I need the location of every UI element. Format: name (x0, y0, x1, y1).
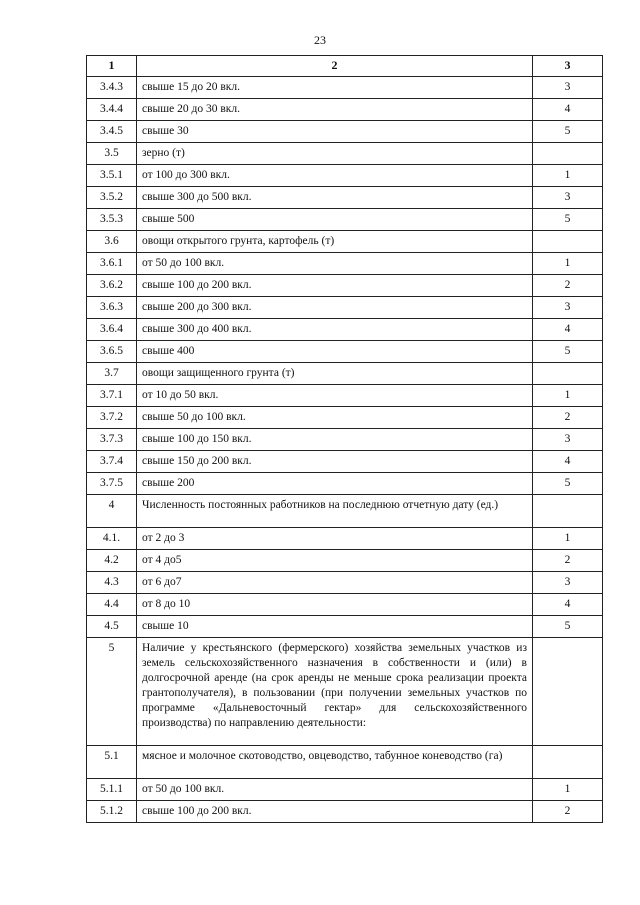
table-row (87, 297, 603, 319)
row-number-cell: 4 (87, 495, 137, 528)
row-description-cell: свыше 200 до 300 вкл. (137, 297, 533, 319)
row-number-cell: 4.1. (87, 528, 137, 550)
row-number-cell: 3.6.2 (87, 275, 137, 297)
table-header-row (87, 56, 603, 77)
row-score-cell: 5 (533, 473, 603, 495)
row-description-cell: свыше 300 до 500 вкл. (137, 187, 533, 209)
row-number-cell: 3.6.3 (87, 297, 137, 319)
row-description-cell: зерно (т) (137, 143, 533, 165)
row-number-cell: 4.3 (87, 572, 137, 594)
row-score-cell: 3 (533, 77, 603, 99)
row-score-cell: 1 (533, 528, 603, 550)
table-row (87, 572, 603, 594)
row-description-cell: свыше 200 (137, 473, 533, 495)
row-score-cell (533, 638, 603, 746)
row-number-cell: 3.4.5 (87, 121, 137, 143)
table-row (87, 746, 603, 779)
table-row (87, 473, 603, 495)
table-row (87, 779, 603, 801)
row-number-cell: 3.5.1 (87, 165, 137, 187)
row-score-cell: 2 (533, 801, 603, 823)
table-row (87, 495, 603, 528)
row-number-cell: 3.6 (87, 231, 137, 253)
table-row (87, 165, 603, 187)
row-score-cell: 2 (533, 407, 603, 429)
row-description-cell: свыше 100 до 200 вкл. (137, 275, 533, 297)
row-number-cell: 5.1.2 (87, 801, 137, 823)
row-description-cell: от 100 до 300 вкл. (137, 165, 533, 187)
row-number-cell: 4.5 (87, 616, 137, 638)
row-number-cell: 3.7.2 (87, 407, 137, 429)
row-number-cell: 3.6.1 (87, 253, 137, 275)
row-number-cell: 3.7.3 (87, 429, 137, 451)
table-row (87, 594, 603, 616)
row-score-cell: 5 (533, 209, 603, 231)
row-description-cell: овощи защищенного грунта (т) (137, 363, 533, 385)
row-description-cell: свыше 150 до 200 вкл. (137, 451, 533, 473)
row-description-cell: Численность постоянных работников на последнюю отчетную дату (ед.) (137, 495, 533, 528)
row-score-cell (533, 363, 603, 385)
row-description-cell: свыше 50 до 100 вкл. (137, 407, 533, 429)
row-description-cell: свыше 400 (137, 341, 533, 363)
row-number-cell: 5.1.1 (87, 779, 137, 801)
row-number-cell: 3.4.4 (87, 99, 137, 121)
table-row (87, 451, 603, 473)
row-score-cell: 4 (533, 99, 603, 121)
row-description-cell: от 50 до 100 вкл. (137, 253, 533, 275)
criteria-table (86, 55, 603, 823)
page-number: 23 (314, 33, 326, 47)
row-number-cell: 3.5.2 (87, 187, 137, 209)
row-score-cell: 3 (533, 187, 603, 209)
table-row (87, 363, 603, 385)
table-row (87, 187, 603, 209)
row-description-cell: свыше 20 до 30 вкл. (137, 99, 533, 121)
table-row (87, 616, 603, 638)
table-row (87, 407, 603, 429)
row-number-cell: 3.5.3 (87, 209, 137, 231)
row-number-cell: 5 (87, 638, 137, 746)
row-description-cell: овощи открытого грунта, картофель (т) (137, 231, 533, 253)
row-score-cell: 3 (533, 429, 603, 451)
row-number-cell: 5.1 (87, 746, 137, 779)
row-description-cell: от 8 до 10 (137, 594, 533, 616)
row-number-cell: 3.7 (87, 363, 137, 385)
table-row (87, 319, 603, 341)
row-score-cell (533, 231, 603, 253)
row-score-cell: 1 (533, 385, 603, 407)
row-score-cell (533, 746, 603, 779)
row-score-cell (533, 495, 603, 528)
row-score-cell: 3 (533, 572, 603, 594)
row-description-cell: свыше 500 (137, 209, 533, 231)
row-description-cell: Наличие у крестьянского (фермерского) хозяйства земельных участков из земель сельскохозяйственного назначения в собственности и (или) в долгосрочной аренде (на срок аренды не меньше срока реализации проекта грантополучателя), в пользовании (при получении земельных участков по программе «Дальневосточный гектар» для сельскохозяйственного производства) по направлению деятельности: (137, 638, 533, 746)
table-row (87, 209, 603, 231)
table-row (87, 121, 603, 143)
row-number-cell: 4.4 (87, 594, 137, 616)
row-description-cell: свыше 300 до 400 вкл. (137, 319, 533, 341)
table-row (87, 253, 603, 275)
row-score-cell (533, 143, 603, 165)
row-number-cell: 3.4.3 (87, 77, 137, 99)
table-row (87, 429, 603, 451)
row-description-cell: мясное и молочное скотоводство, овцеводство, табунное коневодство (га) (137, 746, 533, 779)
row-description-cell: от 50 до 100 вкл. (137, 779, 533, 801)
row-score-cell: 3 (533, 297, 603, 319)
header-col-1: 1 (87, 56, 137, 77)
header-col-3: 3 (533, 56, 603, 77)
row-score-cell: 5 (533, 341, 603, 363)
header-col-2: 2 (137, 56, 533, 77)
row-score-cell: 4 (533, 319, 603, 341)
row-score-cell: 5 (533, 616, 603, 638)
row-number-cell: 3.7.1 (87, 385, 137, 407)
row-score-cell: 1 (533, 253, 603, 275)
row-description-cell: от 6 до7 (137, 572, 533, 594)
table-row (87, 341, 603, 363)
row-score-cell: 5 (533, 121, 603, 143)
row-description-cell: свыше 30 (137, 121, 533, 143)
row-number-cell: 3.5 (87, 143, 137, 165)
table-row (87, 99, 603, 121)
table-row (87, 801, 603, 823)
table-row (87, 231, 603, 253)
row-score-cell: 4 (533, 451, 603, 473)
row-description-cell: свыше 100 до 200 вкл. (137, 801, 533, 823)
table-row (87, 143, 603, 165)
table-row (87, 385, 603, 407)
table-row (87, 77, 603, 99)
row-description-cell: свыше 100 до 150 вкл. (137, 429, 533, 451)
table-row (87, 638, 603, 746)
row-score-cell: 2 (533, 275, 603, 297)
row-number-cell: 3.6.5 (87, 341, 137, 363)
row-description-cell: от 10 до 50 вкл. (137, 385, 533, 407)
row-number-cell: 3.6.4 (87, 319, 137, 341)
row-number-cell: 3.7.5 (87, 473, 137, 495)
row-score-cell: 1 (533, 779, 603, 801)
row-score-cell: 1 (533, 165, 603, 187)
row-number-cell: 4.2 (87, 550, 137, 572)
table-row (87, 550, 603, 572)
row-score-cell: 4 (533, 594, 603, 616)
row-description-cell: от 2 до 3 (137, 528, 533, 550)
row-description-cell: от 4 до5 (137, 550, 533, 572)
row-number-cell: 3.7.4 (87, 451, 137, 473)
row-description-cell: свыше 15 до 20 вкл. (137, 77, 533, 99)
row-score-cell: 2 (533, 550, 603, 572)
row-description-cell: свыше 10 (137, 616, 533, 638)
table-row (87, 528, 603, 550)
table-row (87, 275, 603, 297)
